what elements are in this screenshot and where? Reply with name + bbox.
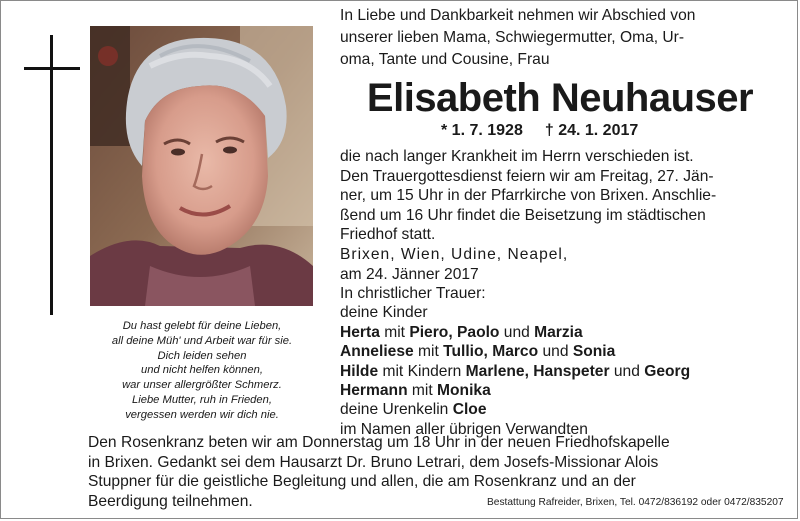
body-line: Den Trauergottesdienst feiern wir am Freitag, 27. Jän- [340,167,714,185]
relatives-line: im Namen aller übrigen Verwandten [340,420,588,438]
date-line: am 24. Jänner 2017 [340,265,479,283]
footer-line: Stuppner für die geistliche Begleitung und allen, die am Rosenkranz und an der [88,473,636,491]
memorial-poem [81,319,323,423]
children-label: deine Kinder [340,304,428,322]
deceased-name: Elisabeth Neuhauser [366,76,754,120]
footer-line: in Brixen. Gedankt sei dem Hausarzt Dr. Bruno Letrari, dem Josefs-Missionar Alois [88,453,659,471]
cross-icon [50,35,53,315]
family-row: Hermann mit Monika [340,382,491,400]
body-line: die nach langer Krankheit im Herrn verschieden ist. [340,148,694,165]
intro-line: unserer lieben Mama, Schwiegermutter, Oma, Ur- [340,29,685,46]
poem-line: all deine Müh' und Arbeit war für sie. [111,334,293,347]
birth-date: * 1. 7. 1928 [441,122,523,139]
portrait-photo [90,26,313,306]
life-dates [441,121,638,141]
undertaker-contact: Bestattung Rafreider, Brixen, Tel. 0472/836192 oder 0472/835207 [487,497,784,508]
funeral-details [340,147,780,284]
places-line: Brixen, Wien, Udine, Neapel, [340,245,569,263]
poem-line: Liebe Mutter, ruh in Frieden, [132,393,272,406]
great-grandchild-line: deine Urenkelin Cloe [340,401,487,419]
cross-icon-bar [24,67,80,70]
intro-line: oma, Tante und Cousine, Frau [340,51,550,68]
poem-line: und nicht helfen können, [141,364,263,377]
death-date: † 24. 1. 2017 [544,122,639,139]
poem-line: Dich leiden sehen [157,349,247,362]
poem-line: Du hast gelebt für deine Lieben, [122,320,282,332]
mourning-line: In christlicher Trauer: [340,285,486,302]
intro-text [340,5,780,71]
mourners-list [340,284,780,439]
body-line: ner, um 15 Uhr in der Pfarrkirche von Brixen. Anschlie- [340,187,717,205]
body-line: ßend um 16 Uhr findet die Beisetzung im städtischen [340,206,706,224]
body-line: Friedhof statt. [340,226,436,244]
intro-line: In Liebe und Dankbarkeit nehmen wir Abschied von [340,7,696,24]
footer-line: Beerdigung teilnehmen. [88,492,253,510]
poem-line: vergessen werden wir dich nie. [125,408,279,421]
footer-line: Den Rosenkranz beten wir am Donnerstag um 18 Uhr in der neuen Friedhofskapelle [88,434,670,451]
poem-line: war unser allergrößter Schmerz. [122,379,282,392]
family-row: Anneliese mit Tullio, Marco und Sonia [340,343,616,361]
family-row: Herta mit Piero, Paolo und Marzia [340,323,583,341]
family-row: Hilde mit Kindern Marlene, Hanspeter und Georg [340,362,691,380]
